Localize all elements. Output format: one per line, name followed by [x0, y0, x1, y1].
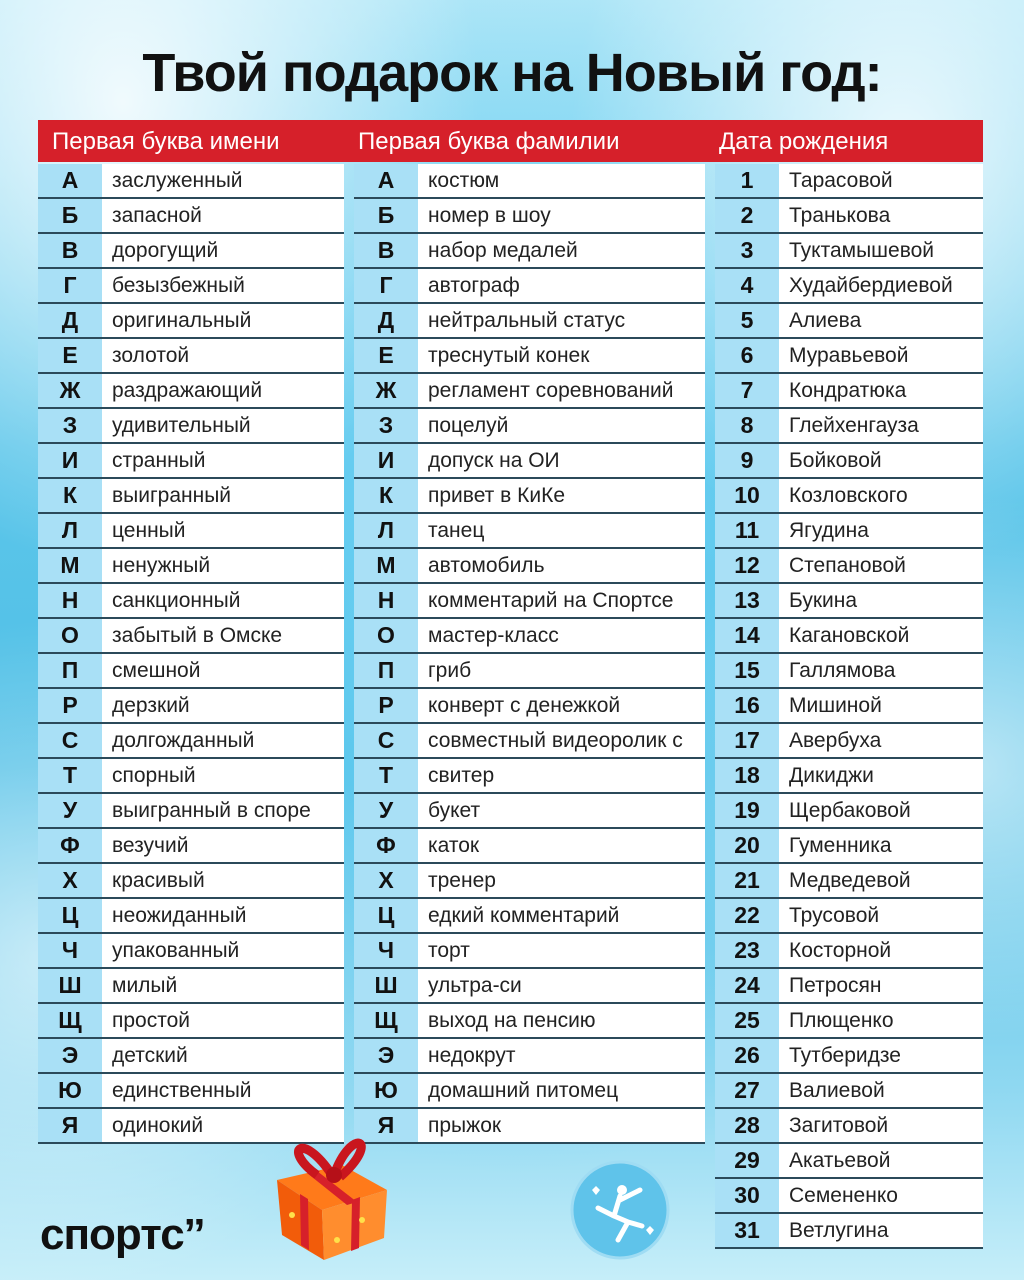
birth-date-value: Глейхенгауза: [789, 414, 919, 437]
birth-date-key: 21: [715, 864, 779, 897]
first-name-key: Ф: [38, 829, 102, 862]
first-name-row: [38, 514, 344, 549]
last-name-row: [354, 759, 705, 794]
last-name-row: [354, 164, 705, 199]
first-name-key: Е: [38, 339, 102, 372]
birth-date-key: 17: [715, 724, 779, 757]
birth-date-key: 23: [715, 934, 779, 967]
birth-date-row: [715, 934, 983, 969]
first-name-row: [38, 409, 344, 444]
birth-date-key: 12: [715, 549, 779, 582]
last-name-key: О: [354, 619, 418, 652]
birth-date-value: Туктамышевой: [789, 239, 935, 262]
last-name-row: [354, 619, 705, 654]
first-name-value: одинокий: [112, 1114, 204, 1137]
first-name-key: Т: [38, 759, 102, 792]
last-name-key: Ю: [354, 1074, 418, 1107]
first-name-key: У: [38, 794, 102, 827]
birth-date-row: [715, 549, 983, 584]
first-name-value: раздражающий: [112, 379, 263, 402]
first-name-row: [38, 899, 344, 934]
birth-date-row: [715, 304, 983, 339]
first-name-value: выигранный в споре: [112, 799, 311, 822]
birth-date-value: Транькова: [789, 204, 891, 227]
birth-date-column: [715, 164, 983, 1249]
birth-date-key: 15: [715, 654, 779, 687]
last-name-row: [354, 374, 705, 409]
birth-date-row: [715, 514, 983, 549]
first-name-row: [38, 164, 344, 199]
last-name-value: мастер-класс: [428, 624, 559, 647]
first-name-row: [38, 689, 344, 724]
birth-date-row: [715, 864, 983, 899]
last-name-key: Н: [354, 584, 418, 617]
birth-date-key: 28: [715, 1109, 779, 1142]
last-name-key: Г: [354, 269, 418, 302]
last-name-key: Е: [354, 339, 418, 372]
birth-date-value: Тутберидзе: [789, 1044, 901, 1067]
last-name-row: [354, 444, 705, 479]
birth-date-row: [715, 1074, 983, 1109]
table-header: [38, 120, 983, 162]
last-name-value: ультра-си: [428, 974, 522, 997]
last-name-value: конверт с денежкой: [428, 694, 621, 717]
last-name-row: [354, 864, 705, 899]
first-name-value: долгожданный: [112, 729, 255, 752]
birth-date-value: Семененко: [789, 1184, 898, 1207]
last-name-key: Э: [354, 1039, 418, 1072]
birth-date-row: [715, 724, 983, 759]
last-name-key: Р: [354, 689, 418, 722]
last-name-row: [354, 1004, 705, 1039]
birth-date-value: Гуменника: [789, 834, 892, 857]
first-name-key: О: [38, 619, 102, 652]
birth-date-value: Мишиной: [789, 694, 882, 717]
first-name-key: Ю: [38, 1074, 102, 1107]
birth-date-key: 5: [715, 304, 779, 337]
last-name-value: треснутый конек: [428, 344, 590, 367]
last-name-column: [354, 164, 705, 1144]
birth-date-key: 8: [715, 409, 779, 442]
last-name-value: свитер: [428, 764, 495, 787]
first-name-value: ненужный: [112, 554, 211, 577]
page-title: Твой подарок на Новый год:: [142, 43, 882, 103]
birth-date-value: Кондратюка: [789, 379, 907, 402]
last-name-key: Щ: [354, 1004, 418, 1037]
birth-date-row: [715, 794, 983, 829]
first-name-key: Д: [38, 304, 102, 337]
first-name-value: спорный: [112, 764, 196, 787]
birth-date-value: Муравьевой: [789, 344, 909, 367]
first-name-value: забытый в Омске: [112, 624, 283, 647]
first-name-key: Ж: [38, 374, 102, 407]
first-name-column: [38, 164, 344, 1144]
first-name-row: [38, 374, 344, 409]
last-name-row: [354, 724, 705, 759]
last-name-row: [354, 304, 705, 339]
first-name-value: дерзкий: [112, 694, 190, 717]
first-name-value: единственный: [112, 1079, 252, 1102]
first-name-key: М: [38, 549, 102, 582]
first-name-row: [38, 584, 344, 619]
first-name-value: смешной: [112, 659, 201, 682]
last-name-value: каток: [428, 834, 480, 857]
first-name-key: Н: [38, 584, 102, 617]
first-name-row: [38, 1074, 344, 1109]
first-name-key: Э: [38, 1039, 102, 1072]
first-name-row: [38, 619, 344, 654]
last-name-row: [354, 794, 705, 829]
last-name-row: [354, 234, 705, 269]
birth-date-row: [715, 1214, 983, 1249]
first-name-key: Р: [38, 689, 102, 722]
first-name-key: Ч: [38, 934, 102, 967]
birth-date-key: 11: [715, 514, 779, 547]
birth-date-row: [715, 409, 983, 444]
birth-date-row: [715, 759, 983, 794]
birth-date-key: 30: [715, 1179, 779, 1212]
last-name-key: Ц: [354, 899, 418, 932]
first-name-row: [38, 759, 344, 794]
last-name-key: Т: [354, 759, 418, 792]
first-name-row: [38, 234, 344, 269]
figure-skater-icon: [570, 1160, 670, 1260]
last-name-row: [354, 199, 705, 234]
birth-date-value: Ветлугина: [789, 1219, 889, 1242]
first-name-value: оригинальный: [112, 309, 252, 332]
last-name-key: И: [354, 444, 418, 477]
first-name-value: упакованный: [112, 939, 240, 962]
birth-date-value: Худайбердиевой: [789, 274, 953, 297]
last-name-key: З: [354, 409, 418, 442]
first-name-key: Ш: [38, 969, 102, 1002]
first-name-value: удивительный: [112, 414, 251, 437]
last-name-value: торт: [428, 939, 470, 962]
first-name-value: милый: [112, 974, 178, 997]
birth-date-value: Козловского: [789, 484, 908, 507]
last-name-key: У: [354, 794, 418, 827]
birth-date-key: 20: [715, 829, 779, 862]
last-name-value: автомобиль: [428, 554, 545, 577]
birth-date-value: Галлямова: [789, 659, 896, 682]
first-name-row: [38, 269, 344, 304]
birth-date-value: Бойковой: [789, 449, 882, 472]
last-name-value: набор медалей: [428, 239, 578, 262]
birth-date-value: Плющенко: [789, 1009, 894, 1032]
first-name-value: везучий: [112, 834, 189, 857]
last-name-key: Я: [354, 1109, 418, 1142]
birth-date-key: 26: [715, 1039, 779, 1072]
first-name-value: запасной: [112, 204, 202, 227]
last-name-row: [354, 654, 705, 689]
birth-date-row: [715, 829, 983, 864]
birth-date-row: [715, 164, 983, 199]
last-name-row: [354, 584, 705, 619]
last-name-value: комментарий на Спортсе: [428, 589, 674, 612]
first-name-key: Л: [38, 514, 102, 547]
first-name-value: детский: [112, 1044, 188, 1067]
last-name-row: [354, 829, 705, 864]
last-name-row: [354, 899, 705, 934]
first-name-row: [38, 1039, 344, 1074]
first-name-row: [38, 794, 344, 829]
last-name-value: номер в шоу: [428, 204, 551, 227]
birth-date-key: 9: [715, 444, 779, 477]
birth-date-value: Дикиджи: [789, 764, 874, 787]
birth-date-value: Степановой: [789, 554, 906, 577]
birth-date-value: Трусовой: [789, 904, 880, 927]
birth-date-row: [715, 1039, 983, 1074]
first-name-value: странный: [112, 449, 206, 472]
first-name-value: выигранный: [112, 484, 232, 507]
birth-date-row: [715, 969, 983, 1004]
birth-date-key: 3: [715, 234, 779, 267]
birth-date-key: 27: [715, 1074, 779, 1107]
last-name-key: В: [354, 234, 418, 267]
first-name-value: заслуженный: [112, 169, 243, 192]
birth-date-row: [715, 1004, 983, 1039]
last-name-row: [354, 1109, 705, 1144]
birth-date-row: [715, 479, 983, 514]
last-name-key: С: [354, 724, 418, 757]
first-name-row: [38, 969, 344, 1004]
birth-date-row: [715, 584, 983, 619]
header-first-name: Первая буква имени: [52, 128, 280, 155]
last-name-row: [354, 514, 705, 549]
last-name-row: [354, 549, 705, 584]
last-name-value: гриб: [428, 659, 472, 682]
birth-date-key: 10: [715, 479, 779, 512]
last-name-value: костюм: [428, 169, 500, 192]
birth-date-row: [715, 374, 983, 409]
first-name-key: Б: [38, 199, 102, 232]
birth-date-key: 1: [715, 164, 779, 197]
birth-date-value: Алиева: [789, 309, 862, 332]
first-name-row: [38, 199, 344, 234]
birth-date-key: 13: [715, 584, 779, 617]
first-name-key: И: [38, 444, 102, 477]
first-name-value: безызбежный: [112, 274, 245, 297]
birth-date-row: [715, 199, 983, 234]
last-name-row: [354, 969, 705, 1004]
last-name-value: букет: [428, 799, 481, 822]
birth-date-row: [715, 1109, 983, 1144]
birth-date-value: Валиевой: [789, 1079, 885, 1102]
last-name-row: [354, 269, 705, 304]
last-name-key: Ч: [354, 934, 418, 967]
header-birth-date: Дата рождения: [719, 128, 889, 155]
first-name-key: З: [38, 409, 102, 442]
birth-date-row: [715, 654, 983, 689]
first-name-row: [38, 934, 344, 969]
last-name-key: Ф: [354, 829, 418, 862]
first-name-row: [38, 864, 344, 899]
first-name-key: С: [38, 724, 102, 757]
last-name-value: автограф: [428, 274, 520, 297]
last-name-row: [354, 339, 705, 374]
birth-date-key: 6: [715, 339, 779, 372]
last-name-key: Х: [354, 864, 418, 897]
birth-date-key: 24: [715, 969, 779, 1002]
birth-date-row: [715, 234, 983, 269]
first-name-row: [38, 1004, 344, 1039]
last-name-key: Ж: [354, 374, 418, 407]
first-name-key: Я: [38, 1109, 102, 1142]
first-name-row: [38, 654, 344, 689]
birth-date-value: Ягудина: [789, 519, 869, 542]
birth-date-value: Щербаковой: [789, 799, 911, 822]
first-name-row: [38, 829, 344, 864]
birth-date-key: 4: [715, 269, 779, 302]
first-name-row: [38, 479, 344, 514]
first-name-value: санкционный: [112, 589, 241, 612]
first-name-key: Г: [38, 269, 102, 302]
birth-date-value: Косторной: [789, 939, 892, 962]
first-name-key: Х: [38, 864, 102, 897]
birth-date-key: 19: [715, 794, 779, 827]
birth-date-value: Загитовой: [789, 1114, 889, 1137]
birth-date-row: [715, 1144, 983, 1179]
first-name-row: [38, 444, 344, 479]
birth-date-row: [715, 899, 983, 934]
last-name-key: Д: [354, 304, 418, 337]
first-name-key: В: [38, 234, 102, 267]
birth-date-key: 22: [715, 899, 779, 932]
last-name-value: едкий комментарий: [428, 904, 620, 927]
first-name-key: А: [38, 164, 102, 197]
birth-date-value: Букина: [789, 589, 858, 612]
birth-date-row: [715, 619, 983, 654]
first-name-key: К: [38, 479, 102, 512]
birth-date-key: 7: [715, 374, 779, 407]
first-name-value: неожиданный: [112, 904, 247, 927]
last-name-value: недокрут: [428, 1044, 516, 1067]
birth-date-key: 31: [715, 1214, 779, 1247]
last-name-key: П: [354, 654, 418, 687]
first-name-key: П: [38, 654, 102, 687]
last-name-key: М: [354, 549, 418, 582]
last-name-key: А: [354, 164, 418, 197]
first-name-row: [38, 339, 344, 374]
last-name-value: привет в КиКе: [428, 484, 566, 507]
birth-date-key: 2: [715, 199, 779, 232]
birth-date-value: Акатьевой: [789, 1149, 891, 1172]
birth-date-value: Кагановской: [789, 624, 910, 647]
last-name-row: [354, 1074, 705, 1109]
first-name-value: золотой: [112, 344, 190, 367]
last-name-value: тренер: [428, 869, 496, 892]
birth-date-key: 29: [715, 1144, 779, 1177]
first-name-value: дорогущий: [112, 239, 219, 262]
last-name-row: [354, 409, 705, 444]
first-name-row: [38, 549, 344, 584]
birth-date-key: 25: [715, 1004, 779, 1037]
birth-date-row: [715, 444, 983, 479]
first-name-value: красивый: [112, 869, 205, 892]
birth-date-value: Тарасовой: [789, 169, 893, 192]
first-name-value: ценный: [112, 519, 186, 542]
birth-date-key: 18: [715, 759, 779, 792]
first-name-key: Щ: [38, 1004, 102, 1037]
last-name-key: К: [354, 479, 418, 512]
last-name-row: [354, 479, 705, 514]
last-name-value: регламент соревнований: [428, 379, 674, 402]
birth-date-key: 14: [715, 619, 779, 652]
last-name-value: выход на пенсию: [428, 1009, 596, 1032]
last-name-value: допуск на ОИ: [428, 449, 560, 472]
birth-date-row: [715, 269, 983, 304]
birth-date-row: [715, 689, 983, 724]
sports-logo: спортс’’: [40, 1210, 205, 1259]
birth-date-row: [715, 1179, 983, 1214]
last-name-value: поцелуй: [428, 414, 509, 437]
header-last-name: Первая буква фамилии: [358, 128, 620, 155]
last-name-value: танец: [428, 519, 485, 542]
last-name-key: Ш: [354, 969, 418, 1002]
birth-date-key: 16: [715, 689, 779, 722]
birth-date-value: Авербуха: [789, 729, 882, 752]
birth-date-value: Медведевой: [789, 869, 911, 892]
last-name-row: [354, 689, 705, 724]
last-name-value: домашний питомец: [428, 1079, 619, 1102]
last-name-row: [354, 1039, 705, 1074]
last-name-key: Л: [354, 514, 418, 547]
last-name-row: [354, 934, 705, 969]
birth-date-row: [715, 339, 983, 374]
last-name-value: нейтральный статус: [428, 309, 626, 332]
first-name-row: [38, 724, 344, 759]
last-name-value: совместный видеоролик с: [428, 729, 683, 752]
first-name-row: [38, 304, 344, 339]
first-name-key: Ц: [38, 899, 102, 932]
first-name-value: простой: [112, 1009, 191, 1032]
last-name-key: Б: [354, 199, 418, 232]
last-name-value: прыжок: [428, 1114, 502, 1137]
gift-box-icon: [262, 1120, 402, 1265]
birth-date-value: Петросян: [789, 974, 882, 997]
